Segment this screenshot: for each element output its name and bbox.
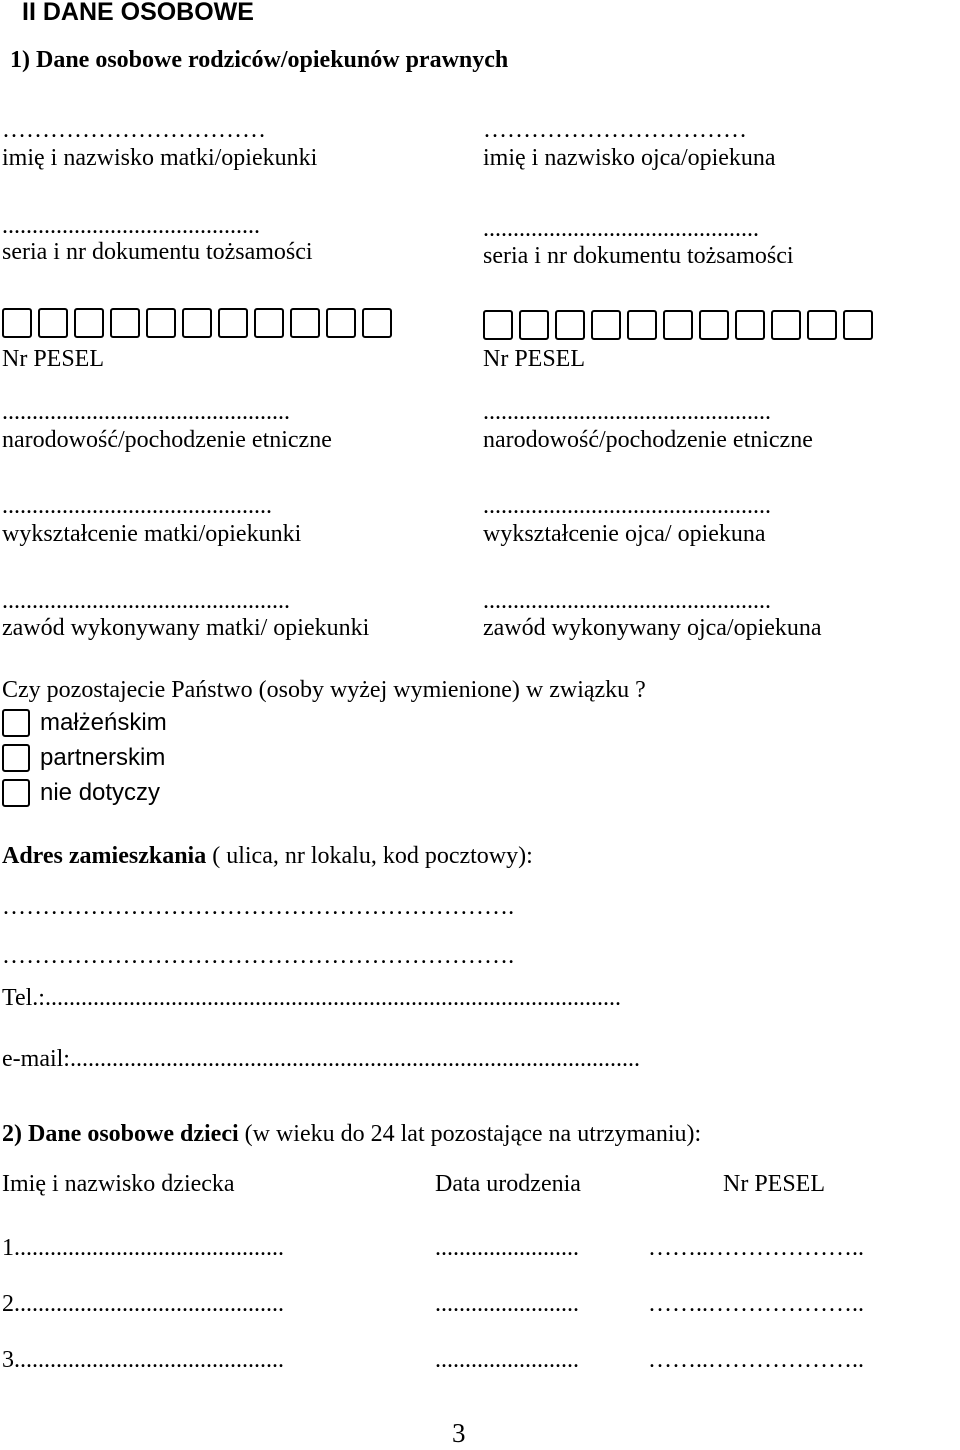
relationship-question: Czy pozostajecie Państwo (osoby wyżej wymienione) w związku ? xyxy=(2,677,646,703)
pesel-digit-box[interactable] xyxy=(254,308,284,338)
mother-job-label: zawód wykonywany matki/ opiekunki xyxy=(2,615,370,641)
pesel-digit-box[interactable] xyxy=(591,310,621,340)
father-education-label: wykształcenie ojca/ opiekuna xyxy=(483,521,766,547)
pesel-digit-box[interactable] xyxy=(38,308,68,338)
pesel-digit-box[interactable] xyxy=(807,310,837,340)
mother-education-label: wykształcenie matki/opiekunki xyxy=(2,521,302,547)
child-2-pesel-field[interactable]: ……..……………….. xyxy=(648,1291,864,1317)
child-2-date-field[interactable]: ........................ xyxy=(435,1291,579,1317)
pesel-digit-box[interactable] xyxy=(627,310,657,340)
pesel-digit-box[interactable] xyxy=(110,308,140,338)
pesel-digit-box[interactable] xyxy=(326,308,356,338)
mother-doc-label: seria i nr dokumentu tożsamości xyxy=(2,239,313,265)
option-not-applicable[interactable] xyxy=(2,779,160,807)
address-line-2[interactable]: ………………………………………………………. xyxy=(2,943,515,969)
section-title: II DANE OSOBOWE xyxy=(22,0,254,26)
pesel-digit-box[interactable] xyxy=(843,310,873,340)
header-child-name: Imię i nazwisko dziecka xyxy=(2,1171,235,1197)
address-line-1[interactable]: ………………………………………………………. xyxy=(2,894,515,920)
pesel-digit-box[interactable] xyxy=(2,308,32,338)
checkbox-marital[interactable] xyxy=(2,709,30,737)
subsection-2-title xyxy=(2,1120,701,1148)
pesel-digit-box[interactable] xyxy=(74,308,104,338)
child-2-name-field[interactable]: 2............................................. xyxy=(2,1291,284,1317)
checkbox-partner[interactable] xyxy=(2,744,30,772)
father-name-field[interactable]: …………………………… xyxy=(483,117,747,143)
mother-job-field[interactable]: ................................................ xyxy=(2,588,290,614)
option-marital-label: małżeńskim xyxy=(40,709,167,736)
header-pesel: Nr PESEL xyxy=(723,1171,825,1197)
subsection-2-rest: (w wieku do 24 lat pozostające na utrzymaniu): xyxy=(238,1121,702,1147)
header-birth-date: Data urodzenia xyxy=(435,1171,581,1197)
pesel-digit-box[interactable] xyxy=(483,310,513,340)
address-label-bold: Adres zamieszkania xyxy=(2,843,207,869)
mother-doc-field[interactable]: ........................................... xyxy=(2,213,260,239)
pesel-digit-box[interactable] xyxy=(362,308,392,338)
pesel-digit-box[interactable] xyxy=(146,308,176,338)
father-name-label: imię i nazwisko ojca/opiekuna xyxy=(483,145,776,171)
father-pesel-label: Nr PESEL xyxy=(483,346,585,372)
subsection-2-bold: 2) Dane osobowe dzieci xyxy=(2,1121,239,1147)
mother-name-field[interactable]: …………………………… xyxy=(2,117,266,143)
mother-pesel-boxes[interactable] xyxy=(2,308,398,338)
email-field[interactable]: e-mail:............................................................................................... xyxy=(2,1046,640,1072)
pesel-digit-box[interactable] xyxy=(663,310,693,340)
pesel-digit-box[interactable] xyxy=(290,308,320,338)
father-pesel-boxes[interactable] xyxy=(483,310,879,340)
address-label xyxy=(2,842,533,870)
pesel-digit-box[interactable] xyxy=(555,310,585,340)
father-nationality-label: narodowość/pochodzenie etniczne xyxy=(483,427,813,453)
pesel-digit-box[interactable] xyxy=(735,310,765,340)
mother-name-label: imię i nazwisko matki/opiekunki xyxy=(2,145,318,171)
option-partner-label: partnerskim xyxy=(40,744,166,771)
father-education-field[interactable]: ................................................ xyxy=(483,493,771,519)
mother-pesel-label: Nr PESEL xyxy=(2,346,104,372)
father-nationality-field[interactable]: ................................................ xyxy=(483,399,771,425)
pesel-digit-box[interactable] xyxy=(182,308,212,338)
child-3-pesel-field[interactable]: ……..……………….. xyxy=(648,1347,864,1373)
pesel-digit-box[interactable] xyxy=(699,310,729,340)
child-1-name-field[interactable]: 1............................................. xyxy=(2,1235,284,1261)
subsection-1-title: 1) Dane osobowe rodziców/opiekunów prawnych xyxy=(10,47,509,73)
father-doc-field[interactable]: .............................................. xyxy=(483,216,759,242)
mother-nationality-field[interactable]: ................................................ xyxy=(2,399,290,425)
option-marital[interactable] xyxy=(2,709,167,737)
child-3-date-field[interactable]: ........................ xyxy=(435,1347,579,1373)
option-not-applicable-label: nie dotyczy xyxy=(40,779,161,806)
father-job-label: zawód wykonywany ojca/opiekuna xyxy=(483,615,822,641)
child-1-pesel-field[interactable]: ……..……………….. xyxy=(648,1235,864,1261)
child-1-date-field[interactable]: ........................ xyxy=(435,1235,579,1261)
pesel-digit-box[interactable] xyxy=(519,310,549,340)
option-partner[interactable] xyxy=(2,744,165,772)
father-doc-label: seria i nr dokumentu tożsamości xyxy=(483,243,794,269)
mother-education-field[interactable]: ............................................. xyxy=(2,493,272,519)
page-number: 3 xyxy=(452,1418,466,1448)
checkbox-not-applicable[interactable] xyxy=(2,779,30,807)
father-job-field[interactable]: ................................................ xyxy=(483,588,771,614)
tel-field[interactable]: Tel.:................................................................................................ xyxy=(2,985,621,1011)
child-3-name-field[interactable]: 3............................................. xyxy=(2,1347,284,1373)
mother-nationality-label: narodowość/pochodzenie etniczne xyxy=(2,427,332,453)
address-label-rest: ( ulica, nr lokalu, kod pocztowy): xyxy=(206,843,533,869)
pesel-digit-box[interactable] xyxy=(218,308,248,338)
pesel-digit-box[interactable] xyxy=(771,310,801,340)
